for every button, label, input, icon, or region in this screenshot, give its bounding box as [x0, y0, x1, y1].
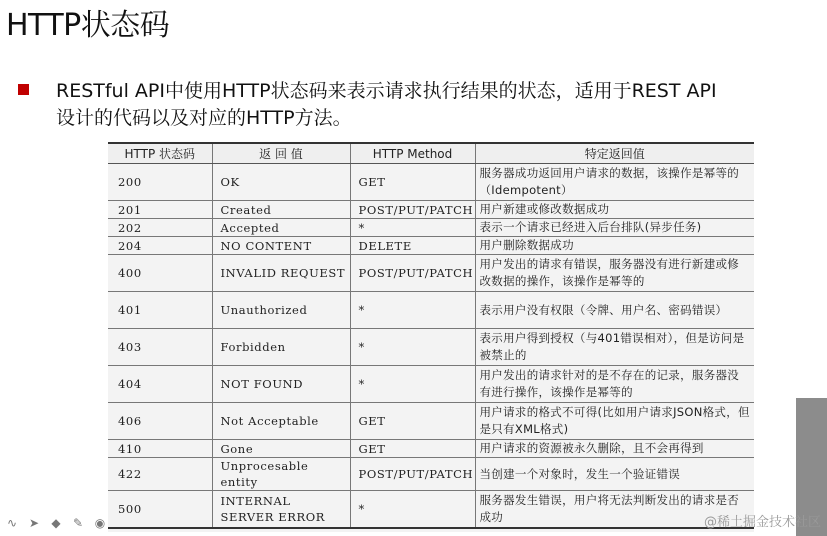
http-method-cell: GET — [350, 440, 475, 458]
description-cell: 用户发出的请求针对的是不存在的记录，服务器没有进行操作，该操作是幂等的 — [475, 366, 754, 403]
http-method-cell: GET — [350, 164, 475, 201]
http-method-cell: POST/PUT/PATCH — [350, 458, 475, 491]
eraser-icon[interactable]: ◆ — [51, 516, 61, 530]
status-code-cell: 401 — [108, 292, 212, 329]
return-value-cell: INVALID REQUEST — [212, 255, 350, 292]
return-value-cell: Forbidden — [212, 329, 350, 366]
http-method-cell: POST/PUT/PATCH — [350, 201, 475, 219]
status-code-cell: 202 — [108, 219, 212, 237]
table-row — [108, 440, 754, 458]
status-code-cell: 400 — [108, 255, 212, 292]
http-method-cell: POST/PUT/PATCH — [350, 255, 475, 292]
bullet-point — [18, 78, 823, 132]
table-row — [108, 219, 754, 237]
description-cell: 表示用户没有权限（令牌、用户名、密码错误） — [475, 292, 754, 329]
description-cell: 用户请求的资源被永久删除，且不会再得到 — [475, 440, 754, 458]
status-code-cell: 410 — [108, 440, 212, 458]
return-value-cell: Not Acceptable — [212, 403, 350, 440]
status-code-cell: 500 — [108, 491, 212, 529]
description-cell: 服务器成功返回用户请求的数据，该操作是幂等的（Idempotent） — [475, 164, 754, 201]
bullet-square-icon — [18, 84, 29, 95]
watermark: @稀土掘金技术社区 — [703, 515, 821, 530]
http-method-cell: * — [350, 292, 475, 329]
highlighter-icon[interactable]: ✎ — [72, 516, 84, 530]
table-row — [108, 491, 754, 529]
description-cell: 用户删除数据成功 — [475, 237, 754, 255]
http-method-cell: * — [350, 491, 475, 529]
arrow-icon[interactable]: ➤ — [28, 516, 40, 530]
return-value-cell: Unprocesable entity — [212, 458, 350, 491]
table-row — [108, 366, 754, 403]
status-code-cell: 201 — [108, 201, 212, 219]
status-code-table — [108, 142, 754, 529]
header-description: 特定返回值 — [475, 143, 754, 164]
bullet-text: RESTful API中使用HTTP状态码来表示请求执行结果的状态，适用于REST API 设计的代码以及对应的HTTP方法。 — [56, 80, 717, 129]
description-cell: 用户发出的请求有错误，服务器没有进行新建或修改数据的操作，该操作是幂等的 — [475, 255, 754, 292]
table-row — [108, 164, 754, 201]
status-code-cell: 204 — [108, 237, 212, 255]
description-cell: 表示用户得到授权（与401错误相对），但是访问是被禁止的 — [475, 329, 754, 366]
description-cell: 用户新建或修改数据成功 — [475, 201, 754, 219]
return-value-cell: Created — [212, 201, 350, 219]
return-value-cell: OK — [212, 164, 350, 201]
table-row — [108, 292, 754, 329]
status-code-cell: 200 — [108, 164, 212, 201]
status-code-cell: 403 — [108, 329, 212, 366]
description-cell: 用户请求的格式不可得(比如用户请求JSON格式，但是只有XML格式) — [475, 403, 754, 440]
table-row — [108, 255, 754, 292]
http-method-cell: GET — [350, 403, 475, 440]
header-http-method: HTTP Method — [350, 143, 475, 164]
header-status-code: HTTP 状态码 — [108, 143, 212, 164]
table-row — [108, 237, 754, 255]
record-icon[interactable]: ◉ — [94, 516, 106, 530]
status-code-cell: 422 — [108, 458, 212, 491]
table-row — [108, 403, 754, 440]
presentation-toolbar — [4, 516, 108, 530]
http-method-cell: DELETE — [350, 237, 475, 255]
table-header-row — [108, 143, 754, 164]
status-code-table-container — [108, 142, 754, 532]
return-value-cell: Unauthorized — [212, 292, 350, 329]
return-value-cell: INTERNAL SERVER ERROR — [212, 491, 350, 529]
table-row — [108, 458, 754, 491]
status-code-cell: 406 — [108, 403, 212, 440]
return-value-cell: NO CONTENT — [212, 237, 350, 255]
table-row — [108, 201, 754, 219]
return-value-cell: Accepted — [212, 219, 350, 237]
description-cell: 服务器发生错误，用户将无法判断发出的请求是否成功 — [475, 491, 754, 529]
http-method-cell: * — [350, 329, 475, 366]
http-method-cell: * — [350, 366, 475, 403]
header-return-value: 返 回 值 — [212, 143, 350, 164]
slide-title: HTTP状态码 — [6, 8, 170, 43]
status-code-cell: 404 — [108, 366, 212, 403]
description-cell: 当创建一个对象时，发生一个验证错误 — [475, 458, 754, 491]
pen-icon[interactable]: ∿ — [6, 516, 18, 530]
description-cell: 表示一个请求已经进入后台排队(异步任务) — [475, 219, 754, 237]
return-value-cell: NOT FOUND — [212, 366, 350, 403]
table-row — [108, 329, 754, 366]
return-value-cell: Gone — [212, 440, 350, 458]
http-method-cell: * — [350, 219, 475, 237]
